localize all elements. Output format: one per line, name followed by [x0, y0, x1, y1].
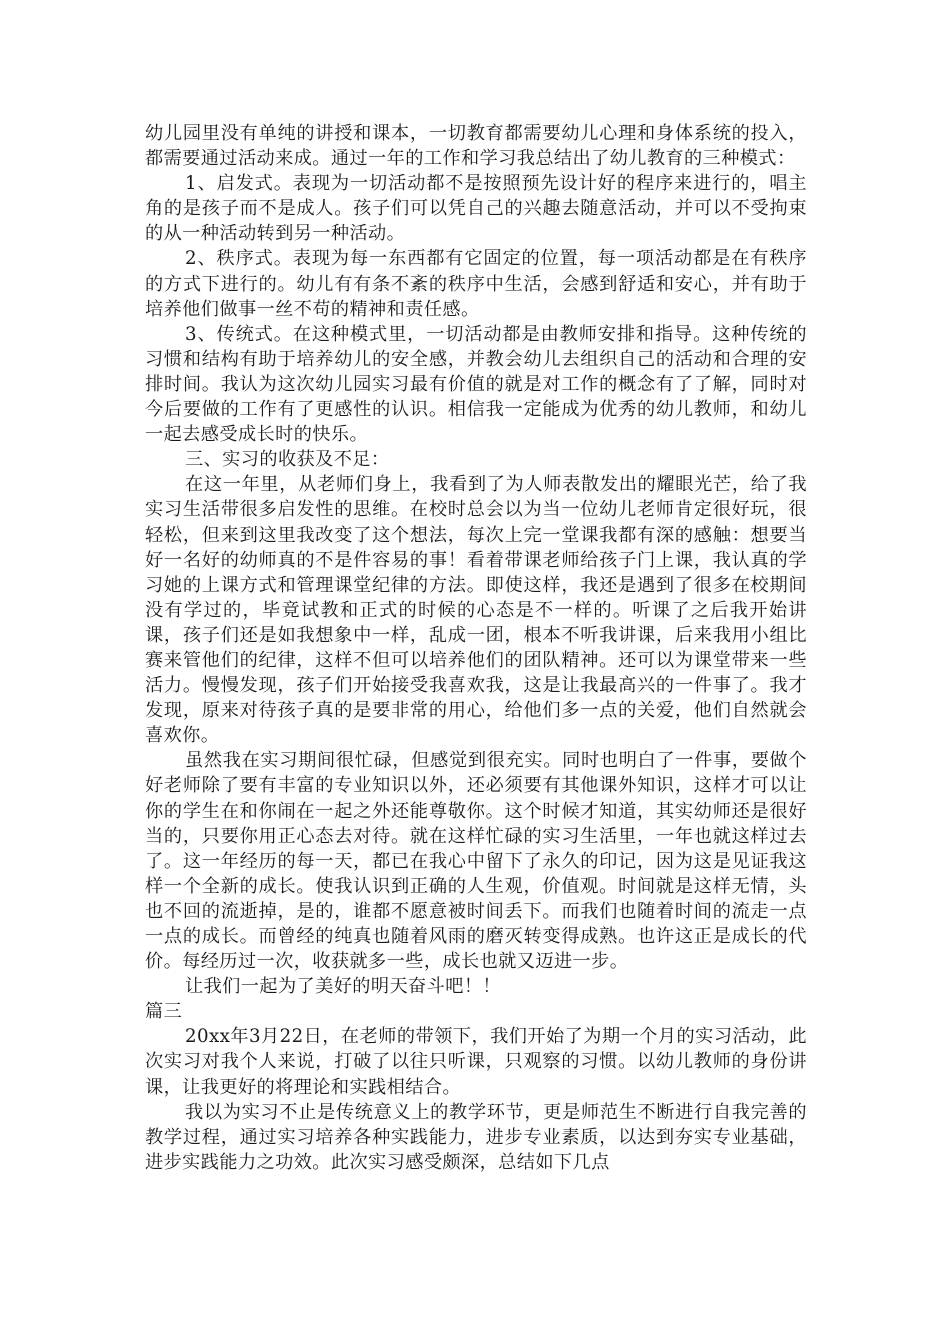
paragraph-mode-1: 1、启发式。表现为一切活动都不是按照预先设计好的程序来进行的，唱主角的是孩子而不是成人。孩子们可以凭自己的兴趣去随意活动，并可以不受拘束的从一种活动转到另一种活动。: [145, 173, 807, 245]
part-heading-3: 篇三: [145, 1001, 183, 1023]
paragraph-gains-2: 虽然我在实习期间很忙碌，但感觉到很充实。同时也明白了一件事，要做个好老师除了要有丰富的专业知识以外，还必须要有其他课外知识，这样才可以让你的学生在和你闹在一起之外还能尊敬你。这个时候才知道，其实幼师还是很好当的，只要你用正心态去对待。就在这样忙碌的实习生活里，一年也就这样过去了。这一年经历的每一天，都已在我心中留下了永久的印记，因为这是见证我这样一个全新的成长。使我认识到正确的人生观，价值观。时间就是这样无情，头也不回的流逝掉，是的，谁都不愿意被时间丢下。而我们也随着时间的流走一点一点的成长。而曾经的纯真也随着风雨的磨灭转变得成熟。也许这正是成长的代价。每经历过一次，收获就多一些，成长也就又迈进一步。: [145, 750, 807, 973]
section-heading-gains: 三、实习的收获及不足：: [185, 449, 390, 471]
paragraph-part3-1: 20xx年3月22日，在老师的带领下，我们开始了为期一个月的实习活动，此次实习对我个人来说，打破了以往只听课，只观察的习惯。以幼儿教师的身份讲课，让我更好的将理论和实践相结合。: [145, 1026, 807, 1098]
paragraph-mode-2: 2、秩序式。表现为每一东西都有它固定的位置，每一项活动都是在有秩序的方式下进行的。幼儿有有条不紊的秩序中生活，会感到舒适和安心，并有助于培养他们做事一丝不苟的精神和责任感。: [145, 248, 807, 320]
paragraph-intro: 幼儿园里没有单纯的讲授和课本，一切教育都需要幼儿心理和身体系统的投入，都需要通过活动来成。通过一年的工作和学习我总结出了幼儿教育的三种模式：: [145, 123, 807, 170]
document-body: [145, 121, 807, 1175]
paragraph-closing: 让我们一起为了美好的明天奋斗吧！！: [185, 976, 501, 998]
paragraph-mode-3: 3、传统式。在这种模式里，一切活动都是由教师安排和指导。这种传统的习惯和结构有助于培养幼儿的安全感，并教会幼儿去组织自己的活动和合理的安排时间。我认为这次幼儿园实习最有价值的就是对工作的概念有了了解，同时对今后要做的工作有了更感性的认识。相信我一定能成为优秀的幼儿教师，和幼儿一起去感受成长时的快乐。: [145, 323, 807, 446]
paragraph-part3-2: 我以为实习不止是传统意义上的教学环节，更是师范生不断进行自我完善的教学过程，通过实习培养各种实践能力，进步专业素质，以达到夯实专业基础，进步实践能力之功效。此次实习感受颇深，总结如下几点: [145, 1101, 807, 1173]
paragraph-gains-1: 在这一年里，从老师们身上，我看到了为人师表散发出的耀眼光芒，给了我实习生活带很多启发性的思维。在校时总会以为当一位幼儿老师肯定很好玩，很轻松，但来到这里我改变了这个想法，每次上完一堂课我都有深的感触：想要当好一名好的幼师真的不是件容易的事！看着带课老师给孩子门上课，我认真的学习她的上课方式和管理课堂纪律的方法。即使这样，我还是遇到了很多在校期间没有学过的，毕竟试教和正式的时候的心态是不一样的。听课了之后我开始讲课，孩子们还是如我想象中一样，乱成一团，根本不听我讲课，后来我用小组比赛来管他们的纪律，这样不但可以培养他们的团队精神。还可以为课堂带来一些活力。慢慢发现，孩子们开始接受我喜欢我，这是让我最高兴的一件事了。我才发现，原来对待孩子真的是要非常的用心，给他们多一点的关爱，他们自然就会喜欢你。: [145, 474, 807, 747]
